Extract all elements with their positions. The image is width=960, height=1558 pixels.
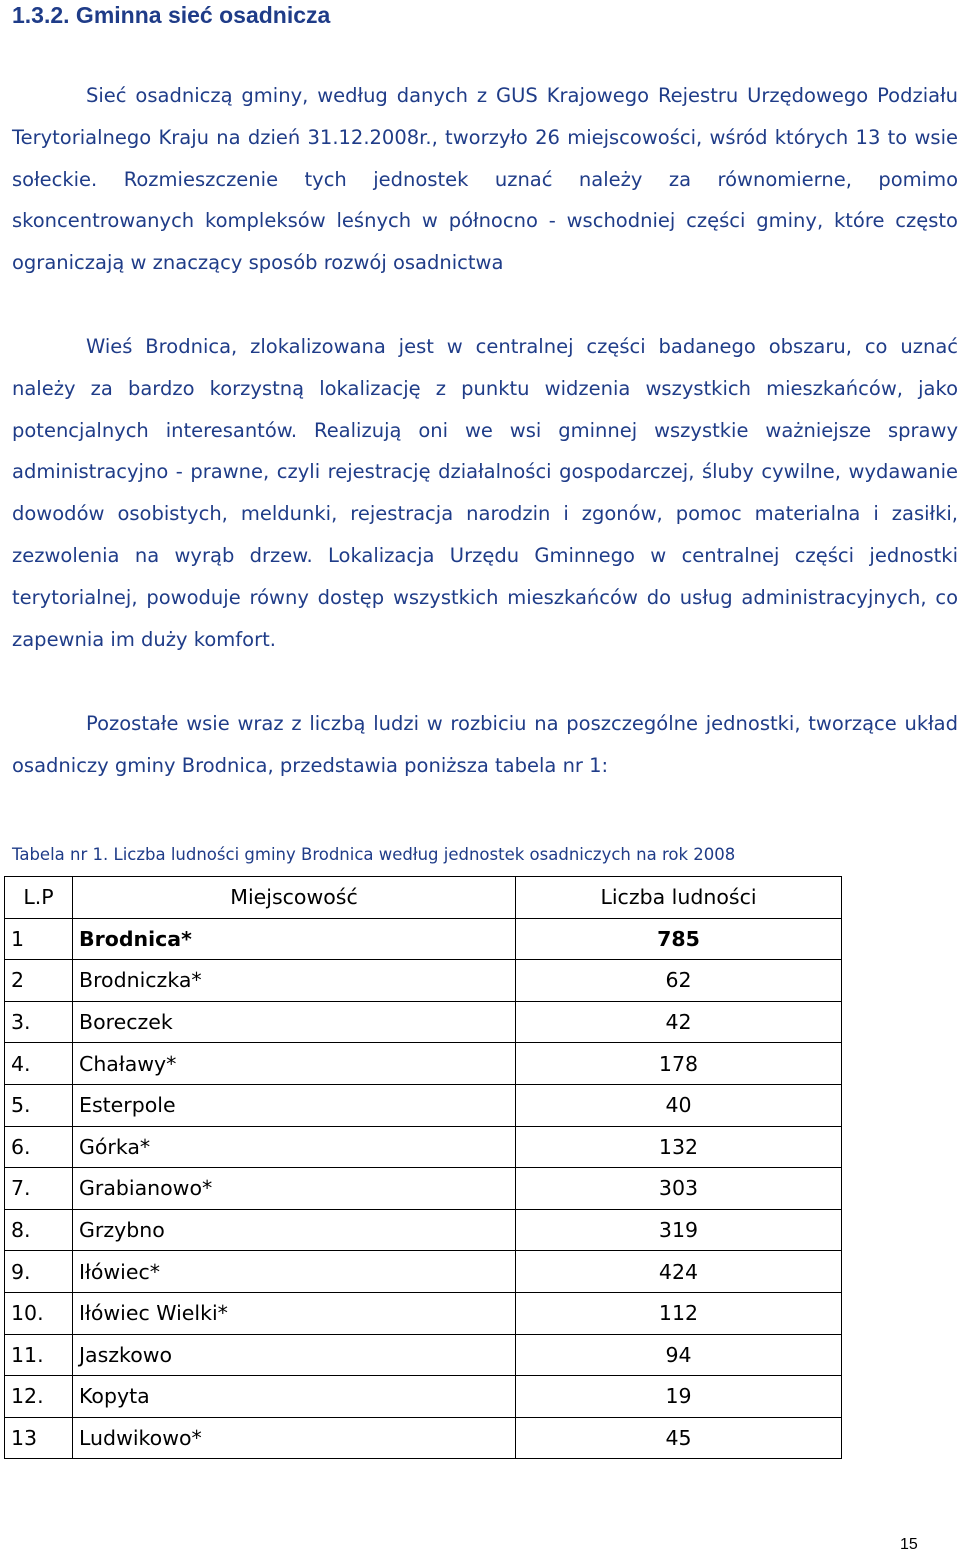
cell-locality: Esterpole (73, 1084, 516, 1126)
cell-population: 40 (516, 1084, 842, 1126)
cell-population: 94 (516, 1334, 842, 1376)
cell-lp: 2 (5, 960, 73, 1002)
cell-population: 303 (516, 1168, 842, 1210)
cell-lp: 5. (5, 1084, 73, 1126)
table-row (5, 1334, 842, 1376)
table-row (5, 1126, 842, 1168)
cell-lp: 8. (5, 1209, 73, 1251)
table-row (5, 1084, 842, 1126)
cell-locality: Kopyta (73, 1376, 516, 1418)
cell-lp: 9. (5, 1251, 73, 1293)
paragraph-settlement-network: Sieć osadniczą gminy, według danych z GUS Krajowego Rejestru Urzędowego Podziału Terytorialnego Kraju na dzień 31.12.2008r., tworzyło 26 miejscowości, wśród których 13 to wsie sołeckie. Rozmieszczenie tych jednostek uznać należy za równomierne, pomimo skoncentrowanych kompleksów leśnych w północno - wschodniej części gminy, które często ograniczają w znaczący sposób rozwój osadnictwa (12, 84, 958, 275)
section-heading: 1.3.2. Gminna sieć osadnicza (12, 2, 331, 28)
population-table (4, 876, 842, 1459)
cell-locality: Grzybno (73, 1209, 516, 1251)
table-row (5, 1251, 842, 1293)
cell-locality: Iłówiec* (73, 1251, 516, 1293)
cell-population: 112 (516, 1292, 842, 1334)
table-row (5, 1376, 842, 1418)
table-row (5, 1209, 842, 1251)
cell-population: 178 (516, 1043, 842, 1085)
cell-population: 319 (516, 1209, 842, 1251)
cell-locality: Boreczek (73, 1001, 516, 1043)
table-row (5, 1001, 842, 1043)
cell-population: 42 (516, 1001, 842, 1043)
cell-lp: 3. (5, 1001, 73, 1043)
table-row (5, 918, 842, 960)
cell-population: 45 (516, 1417, 842, 1459)
paragraph-brodnica-location: Wieś Brodnica, zlokalizowana jest w centralnej części badanego obszaru, co uznać należy za bardzo korzystną lokalizację z punktu widzenia wszystkich mieszkańców, jako potencjalnych interesantów. Realizują oni we wsi gminnej wszystkie ważniejsze sprawy administracyjno - prawne, czyli rejestrację działalności gospodarczej, śluby cywilne, wydawanie dowodów osobistych, meldunki, rejestracja narodzin i zgonów, pomoc materialna i zasiłki, zezwolenia na wyrąb drzew. Lokalizacja Urzędu Gminnego w centralnej części jednostki terytorialnej, powoduje równy dostęp wszystkich mieszkańców do usług administracyjnych, co zapewnia im duży komfort. (12, 335, 958, 651)
cell-lp: 13 (5, 1417, 73, 1459)
cell-locality: Górka* (73, 1126, 516, 1168)
cell-lp: 4. (5, 1043, 73, 1085)
table-row (5, 1168, 842, 1210)
header-locality: Miejscowość (73, 877, 516, 919)
table-row (5, 1043, 842, 1085)
cell-locality: Jaszkowo (73, 1334, 516, 1376)
page-number: 15 (900, 1536, 918, 1553)
cell-lp: 7. (5, 1168, 73, 1210)
header-lp: L.P (5, 877, 73, 919)
table-caption: Tabela nr 1. Liczba ludności gminy Brodnica według jednostek osadniczych na rok 2008 (12, 845, 736, 864)
cell-population: 424 (516, 1251, 842, 1293)
table-header-row (5, 877, 842, 919)
header-population: Liczba ludności (516, 877, 842, 919)
cell-population: 19 (516, 1376, 842, 1418)
cell-locality: Chaławy* (73, 1043, 516, 1085)
cell-population: 785 (516, 918, 842, 960)
cell-lp: 6. (5, 1126, 73, 1168)
cell-lp: 12. (5, 1376, 73, 1418)
cell-locality: Brodnica* (73, 918, 516, 960)
cell-locality: Ludwikowo* (73, 1417, 516, 1459)
cell-locality: Iłówiec Wielki* (73, 1292, 516, 1334)
paragraph-table-intro: Pozostałe wsie wraz z liczbą ludzi w rozbiciu na poszczególne jednostki, tworzące układ osadniczy gminy Brodnica, przedstawia poniższa tabela nr 1: (12, 712, 958, 777)
cell-locality: Grabianowo* (73, 1168, 516, 1210)
table-row (5, 960, 842, 1002)
table-body (5, 918, 842, 1459)
table-row (5, 1292, 842, 1334)
cell-population: 62 (516, 960, 842, 1002)
cell-lp: 1 (5, 918, 73, 960)
cell-locality: Brodniczka* (73, 960, 516, 1002)
cell-population: 132 (516, 1126, 842, 1168)
cell-lp: 11. (5, 1334, 73, 1376)
table-row (5, 1417, 842, 1459)
cell-lp: 10. (5, 1292, 73, 1334)
